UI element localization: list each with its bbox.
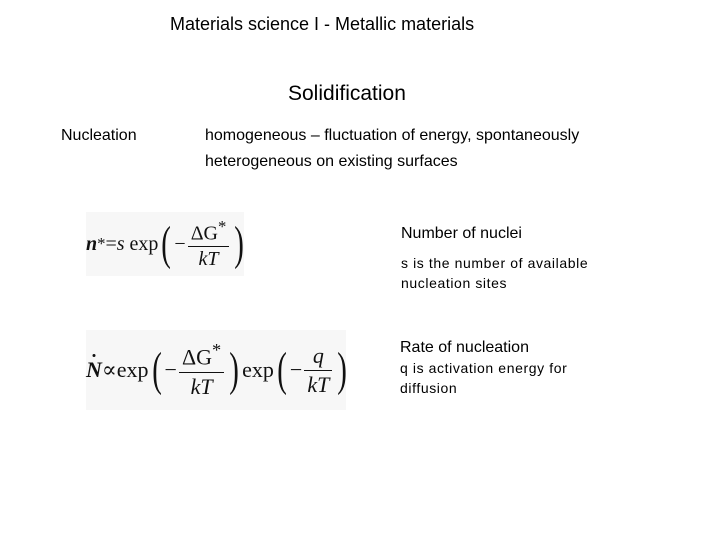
formula-equals: = (105, 232, 117, 255)
formula-fraction-1 (179, 340, 224, 399)
formula-minus: − (174, 232, 186, 255)
open-paren-icon: ( (151, 343, 162, 396)
homogeneous-line: homogeneous – fluctuation of energy, spontaneously (205, 127, 580, 144)
header-title: Materials science I - Metallic materials (170, 14, 475, 34)
close-paren-icon: ) (337, 343, 348, 396)
fraction2-denominator: kT (307, 371, 330, 397)
formula-lhs-star: * (97, 234, 106, 253)
formula-minus-2: − (289, 357, 303, 382)
formula-coef-s: s (116, 232, 125, 255)
nuclei-formula (86, 212, 244, 276)
note-heading-nuclei: Number of nuclei (401, 225, 522, 242)
close-paren-icon: ) (229, 343, 239, 396)
slide-title: Solidification (288, 82, 406, 105)
fraction1-denominator: kT (190, 373, 213, 399)
formula-exp-2: exp (242, 357, 274, 382)
fraction-numerator-star: * (218, 216, 227, 236)
nucleation-label: Nucleation (61, 127, 137, 144)
formula-lhs-n: n (86, 232, 98, 255)
formula-fraction (188, 217, 230, 272)
formula-exp-1: exp (116, 357, 149, 382)
note-heading-rate: Rate of nucleation (400, 339, 529, 356)
note-body-nuclei: s is the number of available nucleation sites (401, 255, 589, 291)
heterogeneous-line: heterogeneous on existing surfaces (205, 153, 458, 170)
fraction1-numerator: ΔG (181, 344, 212, 370)
close-paren-icon: ) (234, 217, 245, 270)
formula-fraction-2 (304, 343, 332, 398)
rate-formula (86, 330, 346, 410)
fraction1-numerator-star: * (212, 340, 222, 361)
open-paren-icon: ( (277, 343, 287, 396)
formula-proportional: ∝ (101, 357, 117, 382)
fraction2-numerator: q (304, 343, 332, 371)
formula-lhs-ndot: N (86, 357, 102, 382)
note-body-rate: q is activation energy for diffusion (400, 360, 568, 396)
formula-exp: exp (129, 232, 159, 255)
fraction-denominator: kT (198, 248, 219, 271)
open-paren-icon: ( (161, 217, 172, 270)
fraction-numerator: ΔG (190, 222, 218, 245)
formula-minus-1: − (164, 357, 177, 382)
